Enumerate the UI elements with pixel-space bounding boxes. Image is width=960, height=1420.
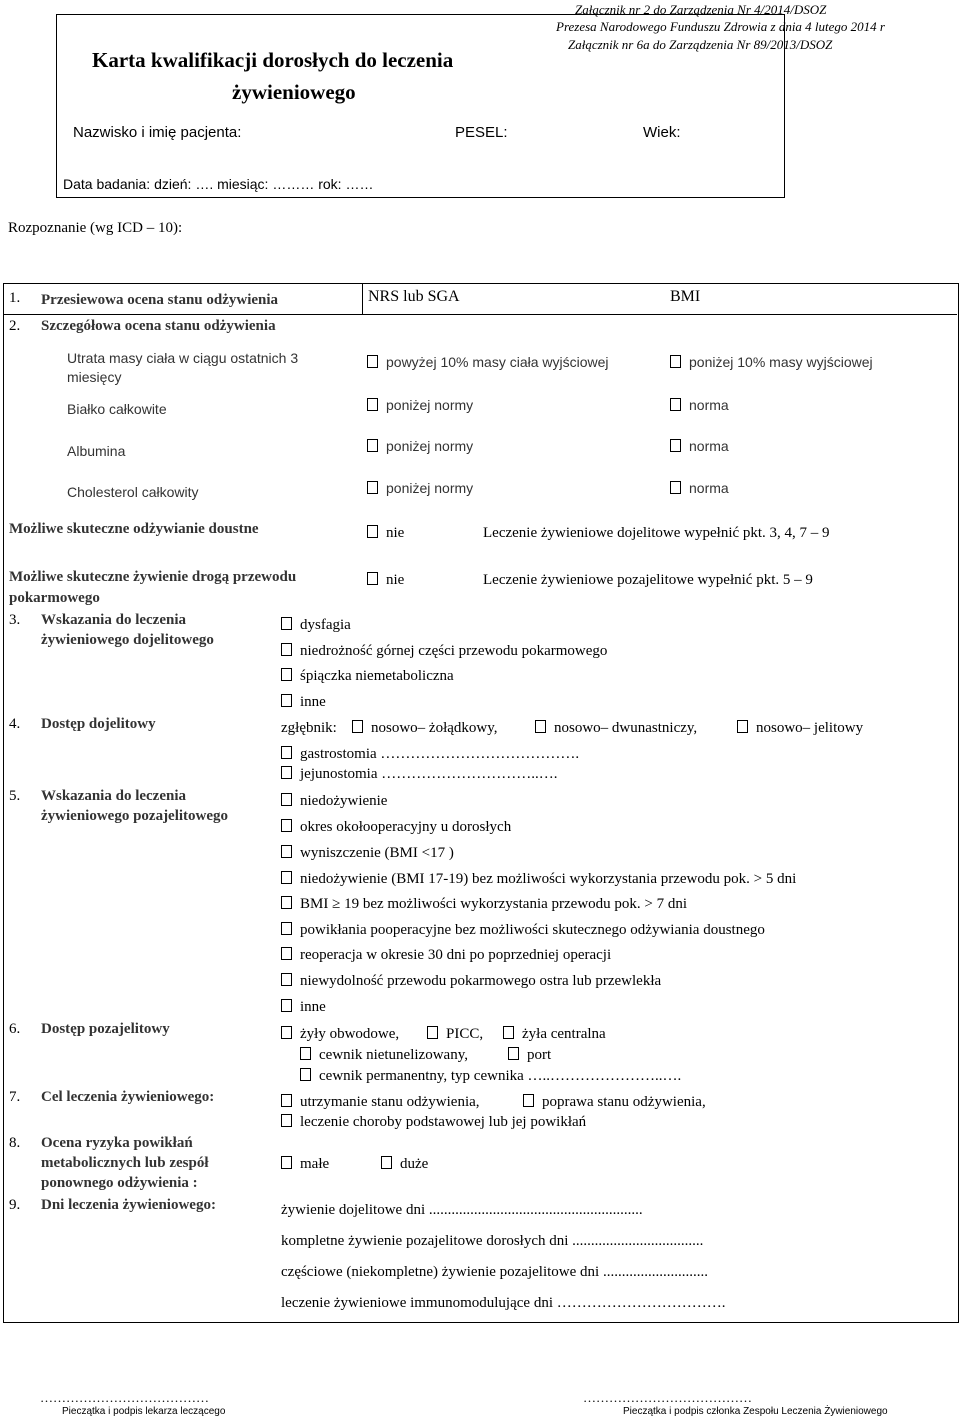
title-line-2: żywieniowego: [232, 80, 356, 104]
cholesterol-label: Cholesterol całkowity: [67, 484, 199, 500]
s5-item[interactable]: BMI ≥ 19 bez możliwości wykorzystania przewodu pok. > 7 dni: [281, 896, 687, 913]
checkbox-icon: [281, 694, 292, 707]
protein-below-option[interactable]: poniżej normy: [367, 397, 473, 413]
checkbox-icon: [281, 973, 292, 986]
s5-label: Wskazania do leczenia: [41, 788, 186, 804]
checkbox-icon: [523, 1094, 534, 1107]
s1-label: Przesiewowa ocena stanu odżywienia: [41, 292, 279, 308]
s5-item[interactable]: niewydolność przewodu pokarmowego ostra lub przewlekła: [281, 973, 661, 990]
checkbox-icon: [281, 668, 292, 681]
s5-number: 5.: [9, 788, 21, 804]
s8-label: Ocena ryzyka powikłań: [41, 1135, 193, 1151]
risk-low-option[interactable]: małe: [281, 1156, 329, 1173]
s5-item[interactable]: wyniszczenie (BMI <17 ): [281, 845, 454, 862]
checkbox-icon: [367, 572, 378, 585]
cholesterol-norm-option[interactable]: norma: [670, 480, 729, 496]
weight-loss-label: Utrata masy ciała w ciągu ostatnich 3: [67, 350, 299, 366]
oral-feeding-no-option[interactable]: nie: [367, 525, 404, 542]
permanent-catheter-option[interactable]: cewnik permanentny, typ cewnika …..…………………..….: [300, 1068, 681, 1085]
s3-item-obstruction[interactable]: niedrożność górnej części przewodu pokarmowego: [281, 643, 607, 660]
gi-feeding-label: Możliwe skuteczne żywienie drogą przewodu: [9, 569, 297, 585]
s2-number: 2.: [9, 318, 21, 334]
checkbox-icon: [281, 643, 292, 656]
s3-item-other[interactable]: inne: [281, 694, 326, 711]
checkbox-icon: [352, 720, 363, 733]
checkbox-icon: [281, 1026, 292, 1039]
s3-item-coma[interactable]: śpiączka niemetaboliczna: [281, 668, 454, 685]
s5-item[interactable]: niedożywienie (BMI 17-19) bez możliwości wykorzystania przewodu pok. > 5 dni: [281, 871, 796, 888]
pesel-label[interactable]: PESEL:: [455, 124, 508, 141]
gi-feeding-note: Leczenie żywieniowe pozajelitowe wypełnić pkt. 5 – 9: [483, 572, 813, 588]
jejunostomy-option[interactable]: jejunostomia …………………………..….: [281, 766, 558, 783]
checkbox-icon: [281, 746, 292, 759]
header-line-1: Załącznik nr 2 do Zarządzenia Nr 4/2014/DSOZ: [575, 2, 827, 17]
checkbox-icon: [367, 439, 378, 452]
checkbox-icon: [367, 398, 378, 411]
bmi-label[interactable]: BMI: [670, 288, 701, 305]
s7-number: 7.: [9, 1089, 21, 1105]
tube-prefix: zgłębnik:: [281, 720, 337, 736]
albumin-label: Albumina: [67, 443, 126, 459]
goal-improve-option[interactable]: poprawa stanu odżywienia,: [523, 1094, 706, 1111]
s5-item[interactable]: reoperacja w okresie 30 dni po poprzedniej operacji: [281, 947, 611, 964]
s8-label: metabolicznych lub zespół: [41, 1155, 209, 1171]
weight-loss-below-option[interactable]: poniżej 10% masy wyjściowej: [670, 354, 873, 370]
s5-item[interactable]: powikłania pooperacyjne bez możliwości skutecznego odżywiania doustnego: [281, 922, 765, 939]
weight-loss-above-option[interactable]: powyżej 10% masy ciała wyjściowej: [367, 354, 609, 370]
checkbox-icon: [367, 525, 378, 538]
header-line-2: Prezesa Narodowego Funduszu Zdrowia z dnia 4 lutego 2014 r: [556, 19, 885, 34]
checkbox-icon: [281, 871, 292, 884]
checkbox-icon: [281, 845, 292, 858]
oral-feeding-label: Możliwe skuteczne odżywianie doustne: [9, 521, 259, 537]
enteral-days-field[interactable]: żywienie dojelitowe dni .........................................................: [281, 1202, 643, 1218]
checkbox-icon: [737, 720, 748, 733]
checkbox-icon: [281, 922, 292, 935]
checkbox-icon: [281, 819, 292, 832]
partial-parenteral-days-field[interactable]: częściowe (niekompletne) żywienie pozajelitowe dni ............................: [281, 1264, 708, 1280]
gastrostomy-option[interactable]: gastrostomia ………………………………….: [281, 746, 579, 763]
checkbox-icon: [381, 1156, 392, 1169]
peripheral-veins-option[interactable]: żyły obwodowe,: [281, 1026, 399, 1043]
s3-number: 3.: [9, 612, 21, 628]
gi-feeding-no-option[interactable]: nie: [367, 572, 404, 589]
checkbox-icon: [535, 720, 546, 733]
checkbox-icon: [670, 398, 681, 411]
checkbox-icon: [300, 1047, 311, 1060]
immunomodulating-days-field[interactable]: leczenie żywieniowe immunomodulujące dni …………………………….: [281, 1295, 726, 1311]
checkbox-icon: [670, 355, 681, 368]
s5-item[interactable]: okres okołooperacyjny u dorosłych: [281, 819, 511, 836]
goal-treat-disease-option[interactable]: leczenie choroby podstawowej lub jej powikłań: [281, 1114, 586, 1131]
non-tunneled-catheter-option[interactable]: cewnik nietunelizowany,: [300, 1047, 468, 1064]
checkbox-icon: [367, 481, 378, 494]
s6-label: Dostęp pozajelitowy: [41, 1021, 170, 1037]
albumin-norm-option[interactable]: norma: [670, 438, 729, 454]
weight-loss-label: miesięcy: [67, 369, 122, 385]
checkbox-icon: [367, 355, 378, 368]
checkbox-icon: [281, 1156, 292, 1169]
title-line-1: Karta kwalifikacji dorosłych do leczenia: [92, 48, 454, 72]
s7-label: Cel leczenia żywieniowego:: [41, 1089, 215, 1105]
gi-feeding-label: pokarmowego: [9, 590, 100, 606]
s1-number: 1.: [9, 290, 21, 306]
s6-number: 6.: [9, 1021, 21, 1037]
s5-label: żywieniowego pozajelitowego: [41, 808, 229, 824]
complete-parenteral-days-field[interactable]: kompletne żywienie pozajelitowe dorosłych dni ...................................: [281, 1233, 704, 1249]
protein-norm-option[interactable]: norma: [670, 397, 729, 413]
s8-label: ponownego odżywienia :: [41, 1175, 198, 1191]
diagnosis-label[interactable]: Rozpoznanie (wg ICD – 10):: [8, 220, 183, 236]
s2-label: Szczegółowa ocena stanu odżywienia: [41, 318, 276, 334]
checkbox-icon: [427, 1026, 438, 1039]
picc-option[interactable]: PICC,: [427, 1026, 483, 1043]
s8-number: 8.: [9, 1135, 21, 1151]
patient-box: [56, 14, 785, 198]
checkbox-icon: [281, 617, 292, 630]
protein-label: Białko całkowite: [67, 401, 167, 417]
oral-feeding-note: Leczenie żywieniowe dojelitowe wypełnić pkt. 3, 4, 7 – 9: [483, 525, 830, 541]
risk-high-option[interactable]: duże: [381, 1156, 428, 1173]
age-label[interactable]: Wiek:: [643, 124, 681, 141]
s3-label: Wskazania do leczenia: [41, 612, 186, 628]
checkbox-icon: [281, 1114, 292, 1127]
tube-nasoduodenal-option[interactable]: nosowo– dwunastniczy,: [535, 720, 697, 737]
s4-label: Dostęp dojelitowy: [41, 716, 156, 732]
checkbox-icon: [281, 793, 292, 806]
checkbox-icon: [281, 896, 292, 909]
checkbox-icon: [281, 999, 292, 1012]
checkbox-icon: [503, 1026, 514, 1039]
s3-item-dysphagia[interactable]: dysfagia: [281, 617, 351, 634]
team-signature-label: Pieczątka i podpis członka Zespołu Leczenia Żywieniowego: [623, 1406, 888, 1417]
central-vein-option[interactable]: żyła centralna: [503, 1026, 606, 1043]
checkbox-icon: [300, 1068, 311, 1081]
s3-label: żywieniowego dojelitowego: [41, 632, 214, 648]
s5-item[interactable]: niedożywienie: [281, 793, 387, 810]
checkbox-icon: [508, 1047, 519, 1060]
checkbox-icon: [281, 766, 292, 779]
albumin-below-option[interactable]: poniżej normy: [367, 438, 473, 454]
divider-line: [3, 314, 957, 315]
patient-name-label[interactable]: Nazwisko i imię pacjenta:: [73, 124, 242, 141]
nrs-sga-label[interactable]: NRS lub SGA: [368, 288, 460, 305]
doctor-signature-label: Pieczątka i podpis lekarza leczącego: [62, 1406, 226, 1417]
s4-number: 4.: [9, 716, 21, 732]
header-line-3: Załącznik nr 6a do Zarządzenia Nr 89/2013/DSOZ: [568, 37, 833, 52]
exam-date-label[interactable]: Data badania: dzień: …. miesiąc: ……… rok: ……: [63, 176, 374, 192]
checkbox-icon: [670, 439, 681, 452]
goal-maintain-option[interactable]: utrzymanie stanu odżywienia,: [281, 1094, 480, 1111]
divider-line: [362, 283, 363, 314]
s9-number: 9.: [9, 1197, 21, 1213]
checkbox-icon: [281, 947, 292, 960]
tube-nasojejunal-option[interactable]: nosowo– jelitowy: [737, 720, 863, 737]
s9-label: Dni leczenia żywieniowego:: [41, 1197, 216, 1213]
port-option[interactable]: port: [508, 1047, 551, 1064]
signature-line-doctor[interactable]: …………………………………: [40, 1390, 209, 1405]
checkbox-icon: [670, 481, 681, 494]
s5-item[interactable]: inne: [281, 999, 326, 1016]
tube-nasogastric-option[interactable]: nosowo– żołądkowy,: [352, 720, 498, 737]
checkbox-icon: [281, 1094, 292, 1107]
signature-line-team[interactable]: …………………………………: [583, 1390, 752, 1405]
cholesterol-below-option[interactable]: poniżej normy: [367, 480, 473, 496]
